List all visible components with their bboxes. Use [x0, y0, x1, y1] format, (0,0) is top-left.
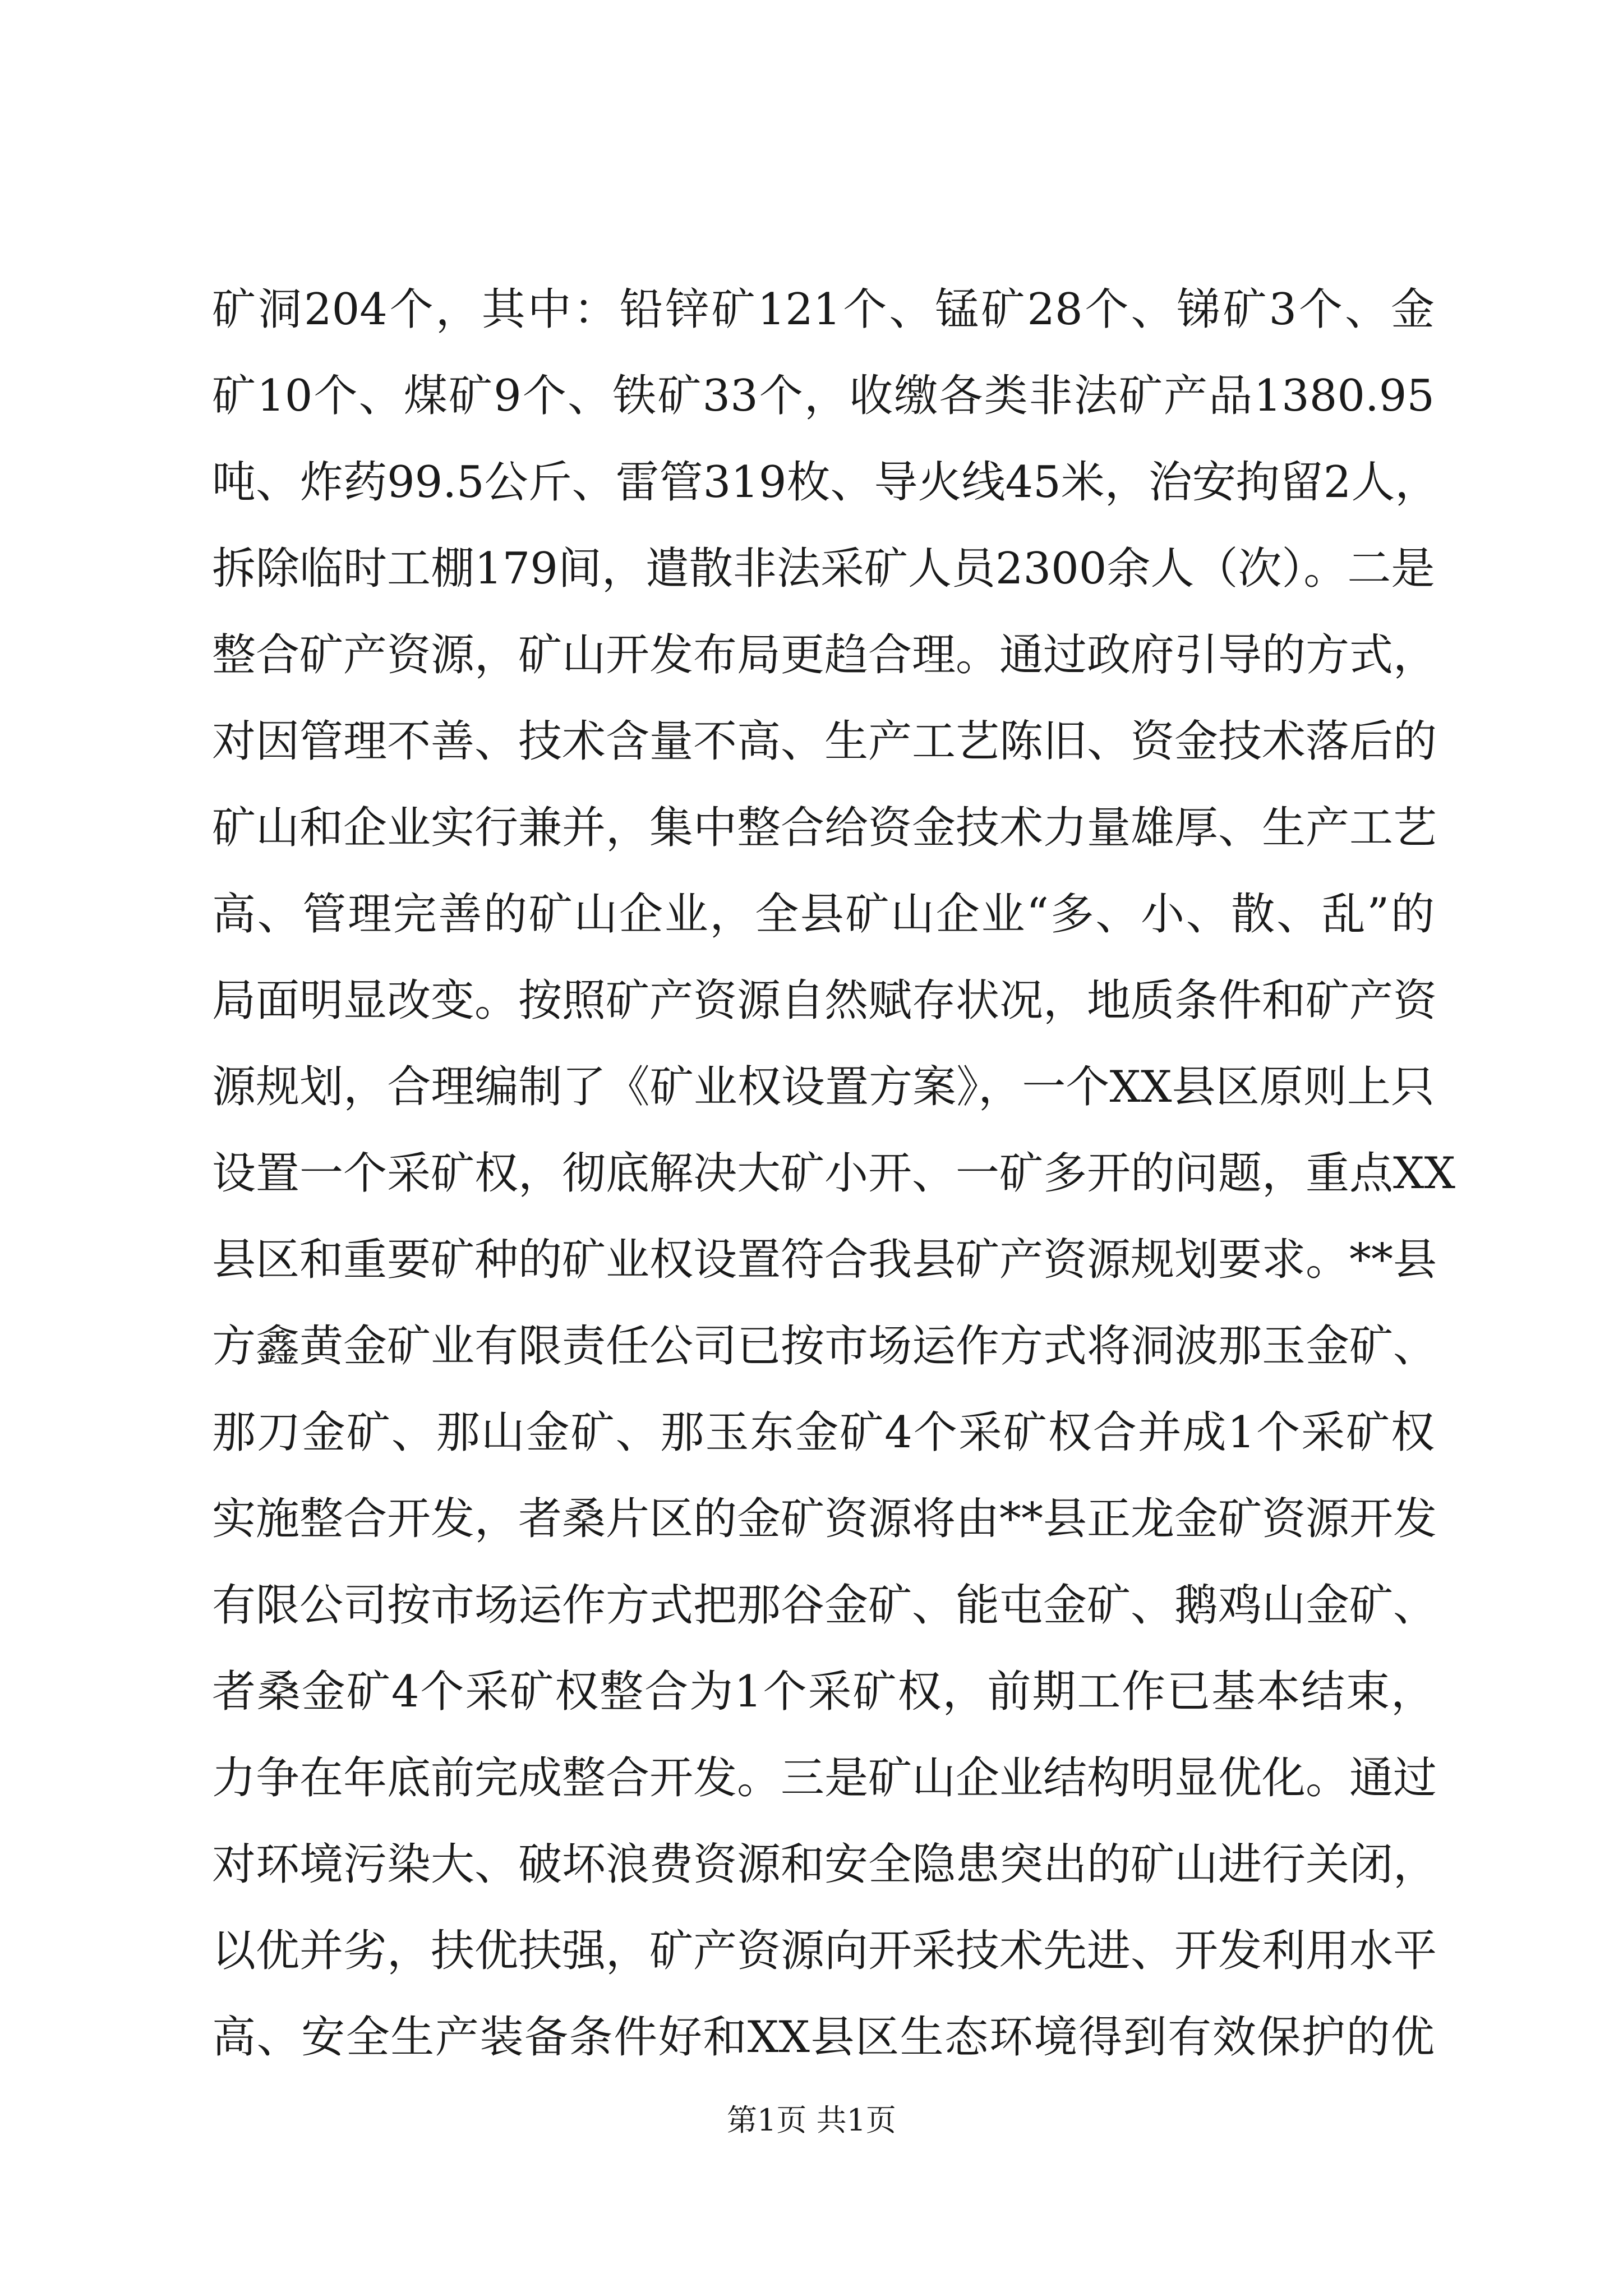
text-line: 高、管理完善的矿山企业，全县矿山企业“多、小、散、乱”的 [212, 889, 1435, 940]
text-line: 对环境污染大、破坏浪费资源和安全隐患突出的矿山进行关闭， [212, 1839, 1437, 1890]
text-line: 矿10个、煤矿9个、铁矿33个，收缴各类非法矿产品1380.95 [212, 371, 1435, 421]
text-line: 整合矿产资源，矿山开发布局更趋合理。通过政府引导的方式， [212, 630, 1437, 680]
text-line: 以优并劣，扶优扶强，矿产资源向开采技术先进、开发利用水平 [212, 1926, 1437, 1976]
text-line: 者桑金矿4个采矿权整合为1个采矿权，前期工作已基本结束， [212, 1667, 1435, 1717]
text-line: 县区和重要矿种的矿业权设置符合我县矿产资源规划要求。**县 [212, 1235, 1437, 1285]
text-line: 局面明显改变。按照矿产资源自然赋存状况，地质条件和矿产资 [212, 976, 1437, 1026]
text-line: 源规划，合理编制了《矿业权设置方案》，一个XX县区原则上只 [212, 1062, 1435, 1112]
text-line: 对因管理不善、技术含量不高、生产工艺陈旧、资金技术落后的 [212, 716, 1437, 767]
text-line: 高、安全生产装备条件好和XX县区生态环境得到有效保护的优 [212, 2012, 1435, 2063]
text-line: 设置一个采矿权，彻底解决大矿小开、一矿多开的问题，重点XX [212, 1148, 1456, 1199]
body-text [212, 266, 1456, 2081]
text-line: 方鑫黄金矿业有限责任公司已按市场运作方式将洞波那玉金矿、 [212, 1321, 1437, 1372]
text-line: 矿洞204个，其中：铅锌矿121个、锰矿28个、锑矿3个、金 [212, 284, 1435, 335]
text-line: 有限公司按市场运作方式把那谷金矿、能屯金矿、鹅鸡山金矿、 [212, 1580, 1437, 1631]
text-line: 力争在年底前完成整合开发。三是矿山企业结构明显优化。通过 [212, 1753, 1437, 1803]
text-line: 实施整合开发，者桑片区的金矿资源将由**县正龙金矿资源开发 [212, 1494, 1437, 1544]
text-line: 吨、炸药99.5公斤、雷管319枚、导火线45米，治安拘留2人， [212, 457, 1439, 508]
text-line: 矿山和企业实行兼并，集中整合给资金技术力量雄厚、生产工艺 [212, 803, 1437, 853]
text-line: 拆除临时工棚179间，遣散非法采矿人员2300余人（次）。二是 [212, 544, 1435, 594]
page-footer: 第1页 共1页 [727, 2102, 896, 2138]
text-line: 那刀金矿、那山金矿、那玉东金矿4个采矿权合并成1个采矿权 [212, 1407, 1435, 1458]
